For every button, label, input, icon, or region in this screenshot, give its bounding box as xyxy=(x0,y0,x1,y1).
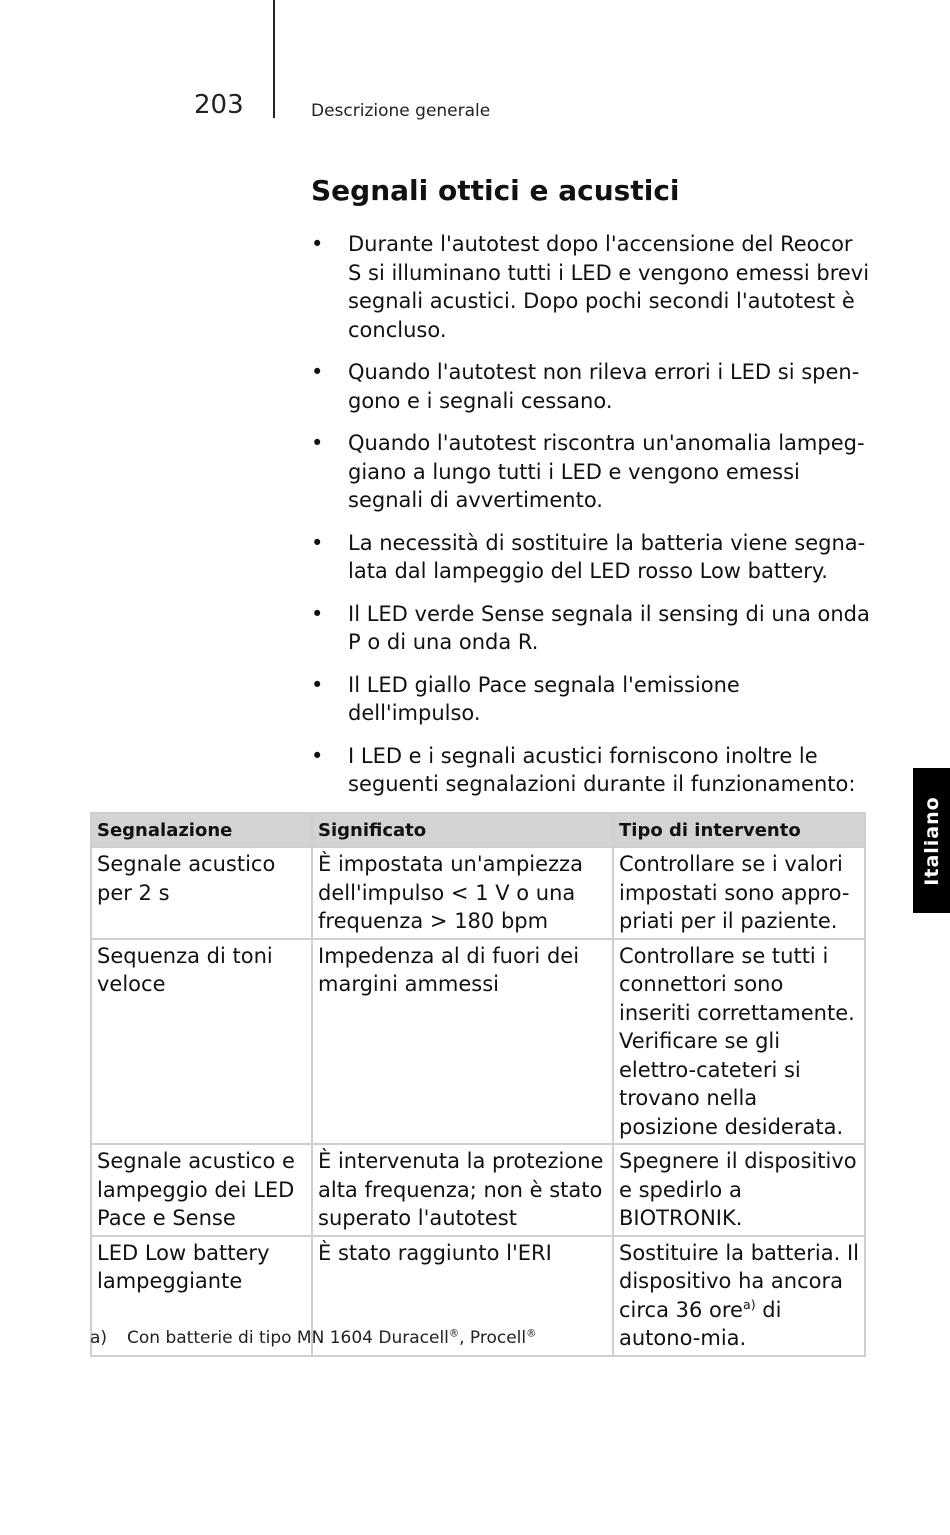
footnote-text-continued: , Procell xyxy=(459,1328,527,1348)
footnote-text: Con batterie di tipo MN 1604 Duracell xyxy=(127,1328,449,1348)
cell-action xyxy=(613,1236,865,1356)
cell-meaning: È stato raggiunto l'ERI xyxy=(312,1236,613,1356)
footnote-reference: a) xyxy=(742,1296,756,1312)
column-header-action: Tipo di intervento xyxy=(613,813,865,847)
language-tab-label: Italiano xyxy=(920,795,943,886)
bullet-item: • La necessità di sostituire la batteria viene segna-lata dal lampeggio del LED rosso Low battery. xyxy=(311,529,871,586)
registered-mark: ® xyxy=(448,1328,460,1340)
table-header-row xyxy=(91,813,865,847)
bullet-item: • Il LED giallo Pace segnala l'emissione dell'impulso. xyxy=(311,671,871,728)
header-divider xyxy=(273,0,275,118)
cell-signal: Segnale acustico e lampeggio dei LED Pace e Sense xyxy=(91,1144,312,1236)
bullet-item: • Durante l'autotest dopo l'accensione del Reocor S si illuminano tutti i LED e vengono emessi brevi segnali acustici. Dopo pochi secondi l'autotest è concluso. xyxy=(311,230,871,344)
footnote xyxy=(90,1328,536,1348)
bullet-item: • Quando l'autotest riscontra un'anomalia lampeg-giano a lungo tutti i LED e vengono emessi segnali di avvertimento. xyxy=(311,429,871,515)
action-text: Sostituire la batteria. Il dispositivo ha ancora circa 36 ore xyxy=(619,1240,860,1322)
cell-meaning: È impostata un'ampiezza dell'impulso < 1 V o una frequenza > 180 bpm xyxy=(312,847,613,939)
section-title: Segnali ottici e acustici xyxy=(311,174,680,207)
cell-action: Controllare se i valori impostati sono appro-priati per il paziente. xyxy=(613,847,865,939)
column-header-meaning: Significato xyxy=(312,813,613,847)
signals-table xyxy=(90,812,866,1357)
cell-signal: LED Low battery lampeggiante xyxy=(91,1236,312,1356)
cell-meaning: È intervenuta la protezione alta frequenza; non è stato superato l'autotest xyxy=(312,1144,613,1236)
cell-signal: Segnale acustico per 2 s xyxy=(91,847,312,939)
bullet-item: • Il LED verde Sense segnala il sensing di una onda P o di una onda R. xyxy=(311,600,871,657)
running-header: Descrizione generale xyxy=(311,101,491,121)
column-header-signal: Segnalazione xyxy=(91,813,312,847)
registered-mark: ® xyxy=(526,1328,537,1340)
language-tab xyxy=(913,768,950,913)
bullet-list xyxy=(311,230,871,813)
bullet-item: • Quando l'autotest non rileva errori i LED si spen-gono e i segnali cessano. xyxy=(311,358,871,415)
cell-action: Spegnere il dispositivo e spedirlo a BIOTRONIK. xyxy=(613,1144,865,1236)
page-number: 203 xyxy=(194,90,244,120)
cell-signal: Sequenza di toni veloce xyxy=(91,939,312,1145)
cell-action: Controllare se tutti i connettori sono inseriti correttamente. Verificare se gli elettro-cateteri si trovano nella posizione desiderata. xyxy=(613,939,865,1145)
bullet-item: • I LED e i segnali acustici forniscono inoltre le seguenti segnalazioni durante il funzionamento: xyxy=(311,742,871,799)
table-row xyxy=(91,1144,865,1236)
table-row xyxy=(91,847,865,939)
table-row xyxy=(91,939,865,1145)
cell-meaning: Impedenza al di fuori dei margini ammessi xyxy=(312,939,613,1145)
footnote-mark: a) xyxy=(90,1328,108,1348)
action-text-continued: di autono-mia. xyxy=(619,1297,782,1350)
